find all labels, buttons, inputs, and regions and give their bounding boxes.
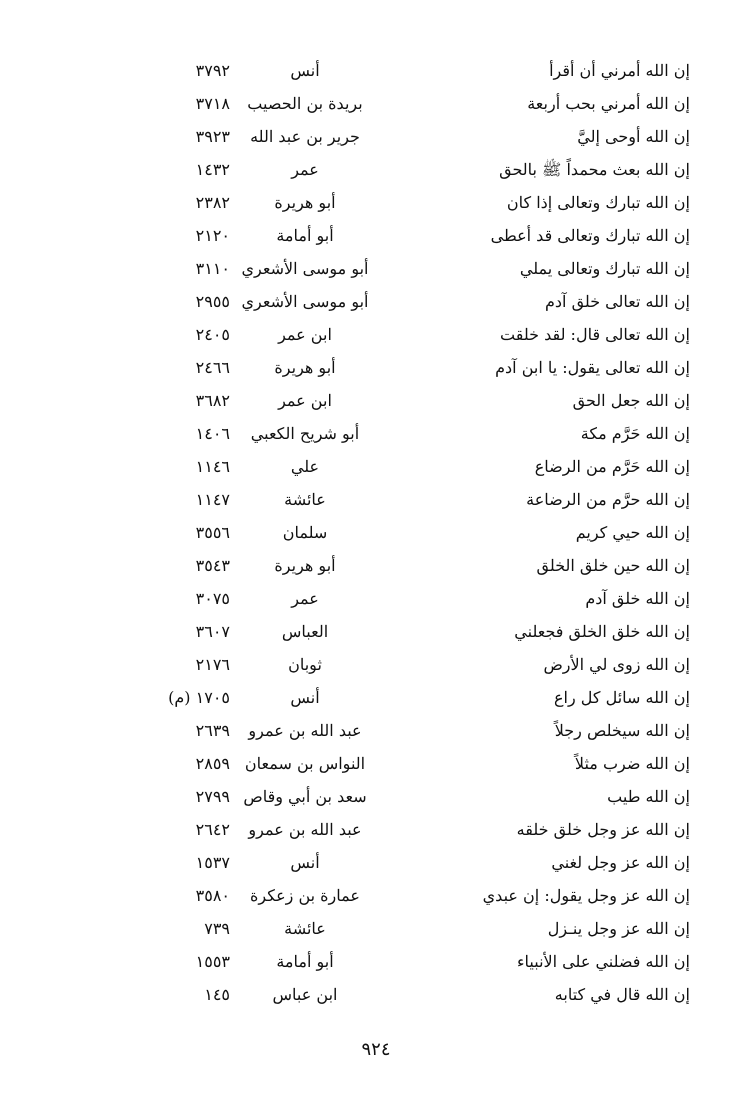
index-row bbox=[0, 978, 752, 1011]
hadith-number: ١٥٥٣ bbox=[195, 952, 230, 971]
hadith-number: ٢١٢٠ bbox=[195, 226, 230, 245]
hadith-number: ١٤٥ bbox=[204, 985, 230, 1004]
hadith-opening: إن الله حين خلق الخلق bbox=[536, 556, 690, 575]
hadith-number: ١٤٣٢ bbox=[195, 160, 230, 179]
hadith-number: ١١٤٦ bbox=[195, 457, 230, 476]
hadith-opening: إن الله سائل كل راع bbox=[553, 688, 690, 707]
hadith-number: ٣٥٥٦ bbox=[195, 523, 230, 542]
hadith-opening: إن الله عز وجل لغني bbox=[551, 853, 690, 872]
hadith-number: ٣٩٢٣ bbox=[195, 127, 230, 146]
hadith-number: ٣٥٤٣ bbox=[195, 556, 230, 575]
hadith-opening: إن الله عز وجل ينـزل bbox=[547, 919, 690, 938]
hadith-opening: إن الله سيخلص رجلاً bbox=[554, 721, 690, 740]
index-row bbox=[0, 87, 752, 120]
hadith-opening: إن الله تبارك وتعالى إذا كان bbox=[506, 193, 690, 212]
hadith-opening: إن الله تبارك وتعالى يملي bbox=[519, 259, 690, 278]
hadith-number: ٢٧٩٩ bbox=[195, 787, 230, 806]
index-row bbox=[0, 879, 752, 912]
hadith-number: ١١٤٧ bbox=[195, 490, 230, 509]
index-row bbox=[0, 648, 752, 681]
hadith-opening: إن الله حيي كريم bbox=[575, 523, 690, 542]
hadith-opening: إن الله أمرني أن أقرأ bbox=[549, 61, 690, 80]
narrator-name: سلمان bbox=[282, 523, 328, 542]
hadith-number: ٣٧١٨ bbox=[195, 94, 230, 113]
index-row bbox=[0, 912, 752, 945]
hadith-opening: إن الله بعث محمداً ﷺ بالحق bbox=[499, 160, 690, 179]
hadith-opening: إن الله أوحى إليَّ bbox=[577, 127, 690, 146]
narrator-name: أبو هريرة bbox=[274, 193, 336, 212]
page-number: ٩٢٤ bbox=[361, 1039, 391, 1060]
index-row bbox=[0, 747, 752, 780]
hadith-opening: إن الله حرَّم من الرضاعة bbox=[526, 490, 690, 509]
index-row bbox=[0, 219, 752, 252]
hadith-number: ٢٩٥٥ bbox=[195, 292, 230, 311]
index-row bbox=[0, 318, 752, 351]
hadith-number: ١٥٣٧ bbox=[195, 853, 230, 872]
narrator-name: أبو أمامة bbox=[276, 952, 334, 971]
index-row bbox=[0, 384, 752, 417]
index-row bbox=[0, 945, 752, 978]
hadith-opening: إن الله فضلني على الأنبياء bbox=[517, 952, 690, 971]
index-row bbox=[0, 120, 752, 153]
narrator-name: علي bbox=[290, 457, 320, 476]
narrator-name: أنس bbox=[290, 688, 320, 707]
hadith-opening: إن الله ضرب مثلاً bbox=[574, 754, 690, 773]
hadith-opening: إن الله أمرني بحب أربعة bbox=[527, 94, 690, 113]
narrator-name: عائشة bbox=[284, 919, 326, 938]
narrator-name: أبو موسى الأشعري bbox=[241, 292, 369, 311]
index-row bbox=[0, 582, 752, 615]
index-row bbox=[0, 780, 752, 813]
hadith-number: ٢٨٥٩ bbox=[195, 754, 230, 773]
narrator-name: ابن عمر bbox=[278, 391, 332, 410]
hadith-opening: إن الله زوى لي الأرض bbox=[543, 655, 690, 674]
narrator-name: عائشة bbox=[284, 490, 326, 509]
hadith-number: ٢١٧٦ bbox=[195, 655, 230, 674]
index-row bbox=[0, 681, 752, 714]
narrator-name: ابن عباس bbox=[272, 985, 338, 1004]
hadith-opening: إن الله جعل الحق bbox=[572, 391, 690, 410]
hadith-number: ٣١١٠ bbox=[195, 259, 230, 278]
narrator-name: عمر bbox=[291, 589, 319, 608]
index-row bbox=[0, 351, 752, 384]
narrator-name: عمارة بن زعكرة bbox=[250, 886, 360, 905]
hadith-opening: إن الله عز وجل خلق خلقه bbox=[516, 820, 690, 839]
narrator-name: جرير بن عبد الله bbox=[250, 127, 360, 146]
hadith-opening: إن الله طيب bbox=[607, 787, 690, 806]
narrator-name: سعد بن أبي وقاص bbox=[243, 787, 367, 806]
narrator-name: أبو أمامة bbox=[276, 226, 334, 245]
hadith-number: ٣٦٠٧ bbox=[195, 622, 230, 641]
hadith-number: ١٤٠٦ bbox=[195, 424, 230, 443]
hadith-number: ٣٦٨٢ bbox=[195, 391, 230, 410]
narrator-name: عمر bbox=[291, 160, 319, 179]
hadith-number: ٣٥٨٠ bbox=[195, 886, 230, 905]
index-row bbox=[0, 615, 752, 648]
narrator-name: ثوبان bbox=[288, 655, 322, 674]
index-row bbox=[0, 846, 752, 879]
index-row bbox=[0, 186, 752, 219]
narrator-name: أبو هريرة bbox=[274, 358, 336, 377]
index-row bbox=[0, 549, 752, 582]
hadith-number: ٢٤٠٥ bbox=[195, 325, 230, 344]
index-row bbox=[0, 54, 752, 87]
index-row bbox=[0, 714, 752, 747]
narrator-name: العباس bbox=[281, 622, 329, 641]
hadith-opening: إن الله خلق آدم bbox=[585, 589, 690, 608]
hadith-opening: إن الله عز وجل يقول: إن عبدي bbox=[482, 886, 690, 905]
narrator-name: عبد الله بن عمرو bbox=[248, 721, 362, 740]
hadith-number: ٢٦٤٢ bbox=[195, 820, 230, 839]
hadith-opening: إن الله حَرَّم من الرضاع bbox=[534, 457, 690, 476]
hadith-number: ٢٤٦٦ bbox=[195, 358, 230, 377]
hadith-number: ٧٣٩ bbox=[204, 919, 230, 938]
narrator-name: عبد الله بن عمرو bbox=[248, 820, 362, 839]
narrator-name: أبو شريح الكعبي bbox=[250, 424, 360, 443]
index-row bbox=[0, 813, 752, 846]
hadith-number: ٢٣٨٢ bbox=[195, 193, 230, 212]
hadith-opening: إن الله حَرَّم مكة bbox=[580, 424, 690, 443]
index-row bbox=[0, 153, 752, 186]
hadith-number: ١٧٠٥ (م) bbox=[168, 688, 230, 707]
hadith-opening: إن الله قال في كتابه bbox=[554, 985, 690, 1004]
index-row bbox=[0, 417, 752, 450]
index-row bbox=[0, 450, 752, 483]
index-row bbox=[0, 483, 752, 516]
hadith-opening: إن الله تعالى قال: لقد خلقت bbox=[500, 325, 690, 344]
hadith-number: ٣٠٧٥ bbox=[195, 589, 230, 608]
hadith-opening: إن الله تعالى يقول: يا ابن آدم bbox=[495, 358, 690, 377]
hadith-number: ٢٦٣٩ bbox=[195, 721, 230, 740]
narrator-name: أبو هريرة bbox=[274, 556, 336, 575]
hadith-opening: إن الله خلق الخلق فجعلني bbox=[514, 622, 690, 641]
hadith-index-table bbox=[0, 54, 752, 1011]
index-row bbox=[0, 252, 752, 285]
index-row bbox=[0, 285, 752, 318]
narrator-name: ابن عمر bbox=[278, 325, 332, 344]
narrator-name: أنس bbox=[290, 61, 320, 80]
narrator-name: بريدة بن الحصيب bbox=[247, 94, 363, 113]
narrator-name: أبو موسى الأشعري bbox=[241, 259, 369, 278]
narrator-name: النواس بن سمعان bbox=[244, 754, 366, 773]
hadith-opening: إن الله تبارك وتعالى قد أعطى bbox=[490, 226, 690, 245]
index-row bbox=[0, 516, 752, 549]
hadith-number: ٣٧٩٢ bbox=[195, 61, 230, 80]
hadith-opening: إن الله تعالى خلق آدم bbox=[545, 292, 690, 311]
narrator-name: أنس bbox=[290, 853, 320, 872]
